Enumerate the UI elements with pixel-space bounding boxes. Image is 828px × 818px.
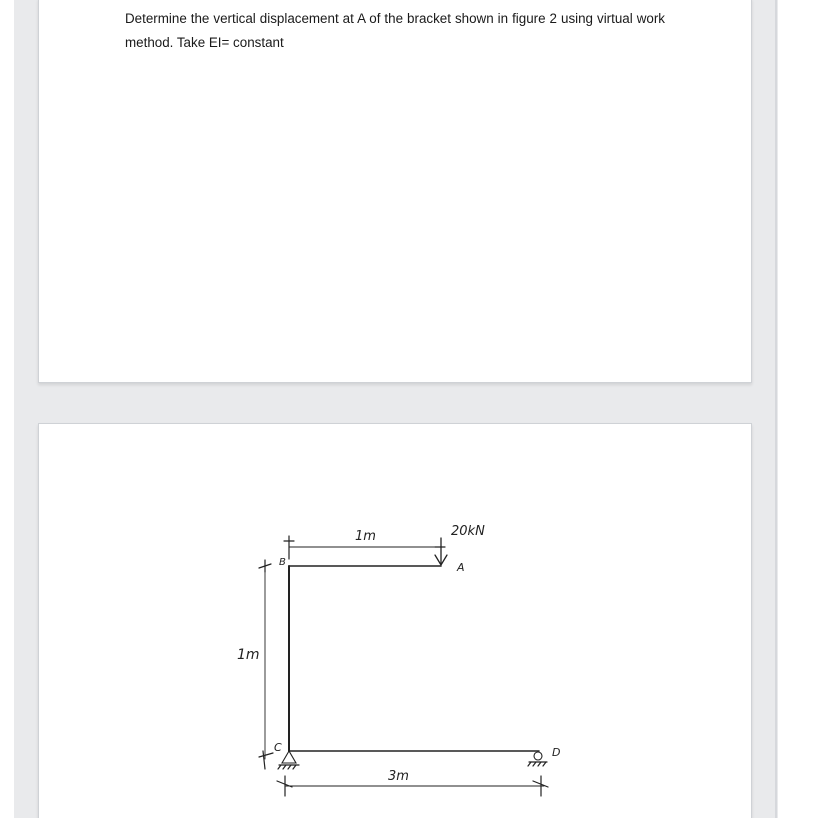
label-point-b: B <box>279 557 286 568</box>
page-question <box>38 0 752 383</box>
viewer-right-margin <box>778 0 828 818</box>
question-text: Determine the vertical displacement at A of the bracket shown in figure 2 using virtual work method. Take EI= constant <box>125 11 665 50</box>
pin-support-c <box>282 751 296 763</box>
left-dimension-tick-bottom <box>259 753 273 757</box>
viewer-scroll-edge <box>775 0 777 818</box>
page-figure <box>38 423 752 818</box>
bracket-figure <box>39 424 751 818</box>
roller-support-d <box>534 752 542 760</box>
viewer-left-margin <box>0 0 14 818</box>
label-left-height: 1m <box>237 647 260 663</box>
label-point-d: D <box>552 746 561 759</box>
label-load: 20kN <box>451 524 485 539</box>
label-point-a: A <box>457 561 465 574</box>
label-bottom-span: 3m <box>388 769 409 784</box>
label-point-c: C <box>274 741 282 754</box>
label-top-span: 1m <box>355 529 376 544</box>
